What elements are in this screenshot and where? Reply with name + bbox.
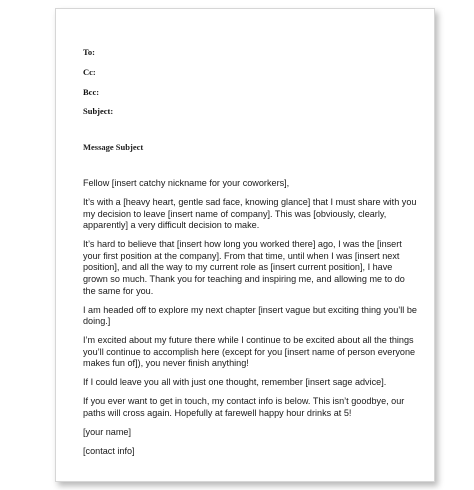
body-paragraph: I am headed off to explore my next chapter [insert vague but exciting thing you’ll be doing.] bbox=[83, 304, 417, 327]
bcc-label: Bcc: bbox=[83, 87, 100, 97]
body-paragraph: I’m excited about my future there while I continue to be excited about all the things you’ll continue to accomplish here (except for you [insert name of person everyone makes fun of]), you never finish anything! bbox=[83, 335, 416, 369]
body-paragraph: It’s hard to believe that [insert how long you worked there] ago, I was the [insert your first position at the company]. From that time, until when I was [insert next position], and all the way to my current role as [insert current position], I have grown so much. Thank you for teaching and inspiring me, and allowing me to do the same for you. bbox=[83, 239, 405, 296]
body-paragraph: If I could leave you all with just one thought, remember [insert sage advice]. bbox=[83, 377, 387, 388]
signature-name: [your name] bbox=[83, 426, 132, 437]
cc-label: Cc: bbox=[83, 67, 96, 77]
message-subject: Message Subject bbox=[83, 142, 144, 152]
letter-body bbox=[83, 178, 419, 465]
to-label: To: bbox=[83, 47, 95, 57]
greeting: Fellow [insert catchy nickname for your coworkers], bbox=[83, 178, 290, 188]
body-paragraph: It’s with a [heavy heart, gentle sad face, knowing glance] that I must share with you my decision to leave [insert name of company]. This was [obviously, clearly, apparently] a very difficult decision to make. bbox=[83, 196, 417, 231]
body-paragraph: If you ever want to get in touch, my contact info is below. This isn’t goodbye, our paths will cross again. Hopefully at farewell happy hour drinks at 5! bbox=[83, 396, 405, 418]
signature-contact: [contact info] bbox=[83, 445, 135, 456]
subject-label: Subject: bbox=[83, 106, 114, 116]
document-page bbox=[55, 8, 435, 482]
